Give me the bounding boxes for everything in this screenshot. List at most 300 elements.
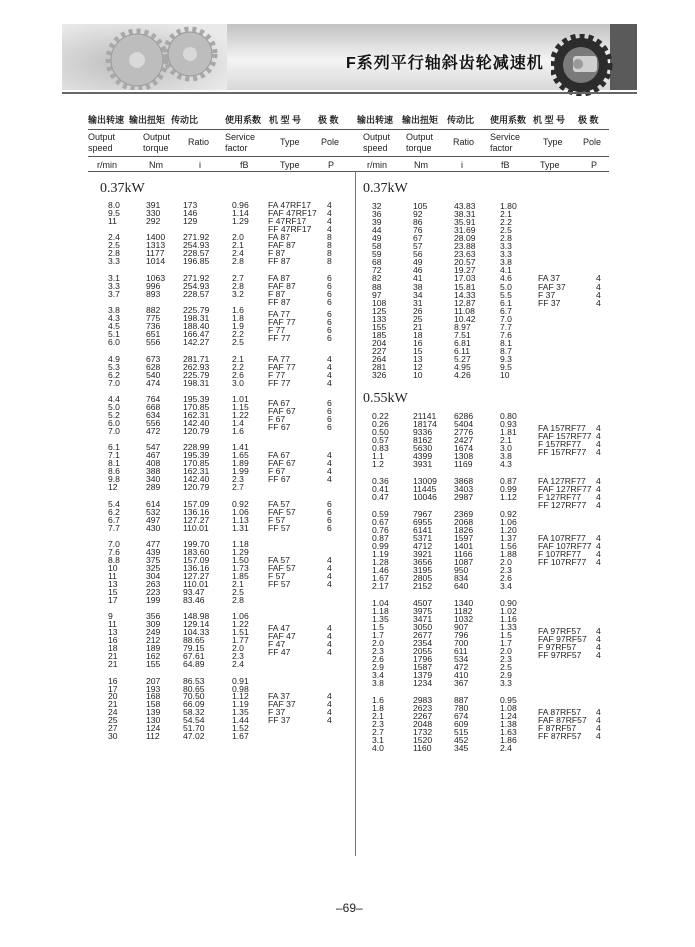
type-cell: FF 87RF57 <box>538 731 582 742</box>
pole-cell: 6 <box>327 514 332 525</box>
table-cell: 38.31 <box>454 209 476 220</box>
table-cell: 11.08 <box>454 305 475 316</box>
table-cell: 97 <box>372 289 382 300</box>
type-cell: FAF 127RF77 <box>538 484 592 495</box>
table-cell: 2.5 <box>232 586 244 597</box>
table-cell: 0.92 <box>232 498 249 509</box>
table-cell: 5.0 <box>108 402 120 412</box>
type-cell: FA 97RF57 <box>538 626 581 637</box>
header-en-type: Type <box>280 137 300 147</box>
table-cell: 23.63 <box>454 249 476 260</box>
table-cell: 136.16 <box>183 562 210 573</box>
pole-cell: 6 <box>327 421 332 432</box>
table-cell: 17 <box>108 683 118 694</box>
table-cell: 3656 <box>413 557 433 568</box>
table-cell: 146 <box>183 207 198 218</box>
pole-cell: 4 <box>327 623 332 634</box>
table-cell: 49 <box>413 257 423 268</box>
table-cell: 2.2 <box>232 361 244 372</box>
table-cell: 11445 <box>413 484 437 495</box>
table-cell: 2.1 <box>232 578 244 589</box>
pole-cell: 6 <box>327 405 332 416</box>
table-cell: 736 <box>146 321 161 332</box>
table-cell: 0.99 <box>372 541 389 551</box>
table-cell: 4.0 <box>372 743 384 754</box>
type-cell: FAF 87RF57 <box>538 715 587 726</box>
pole-cell: 4 <box>327 647 332 658</box>
pole-cell: 4 <box>596 273 601 284</box>
table-cell: 7.7 <box>500 321 512 332</box>
pole-cell: 4 <box>327 223 332 234</box>
section-power-title: 0.37kW <box>363 181 408 196</box>
table-cell: 547 <box>146 442 161 453</box>
table-cell: 3.4 <box>372 670 384 681</box>
table-cell: 199.70 <box>183 539 210 550</box>
header-cn-pole: 极 数 <box>578 115 599 125</box>
table-cell: 9336 <box>413 427 433 438</box>
table-cell: 7.0 <box>108 539 120 550</box>
type-cell: F 87 <box>268 248 286 259</box>
table-cell: 2.7 <box>232 272 244 283</box>
pole-cell: 4 <box>596 650 601 661</box>
table-cell: 340 <box>146 474 161 485</box>
table-cell: 31.69 <box>454 225 476 236</box>
table-cell: 887 <box>454 695 469 706</box>
table-cell: 18 <box>108 643 118 654</box>
table-cell: 2.3 <box>372 719 384 730</box>
table-cell: 1.14 <box>232 207 249 218</box>
table-cell: 430 <box>146 522 161 533</box>
table-cell: 893 <box>146 288 161 299</box>
table-cell: 1014 <box>146 256 166 267</box>
table-cell: 7.0 <box>108 377 120 388</box>
type-cell: FF 97RF57 <box>538 650 582 661</box>
table-cell: 136.16 <box>183 506 210 517</box>
table-cell: 228.99 <box>183 442 210 453</box>
table-cell: 130 <box>146 715 161 726</box>
header-cn-ratio: 传动比 <box>171 115 199 125</box>
type-cell: FA 107RF77 <box>538 532 586 543</box>
table-cell: 1.24 <box>500 711 517 722</box>
table-cell: 1.31 <box>232 522 249 533</box>
table-cell: 110.01 <box>183 578 209 589</box>
table-cell: 5371 <box>413 532 433 543</box>
type-cell: FAF 47 <box>268 631 296 642</box>
table-cell: 673 <box>146 353 161 364</box>
pole-cell: 4 <box>327 450 332 461</box>
pole-cell: 8 <box>327 240 332 251</box>
table-cell: 129 <box>183 215 198 226</box>
table-cell: 120.79 <box>183 425 210 436</box>
type-cell: FF 127RF77 <box>538 500 587 511</box>
table-cell: 775 <box>146 313 161 324</box>
type-cell: F 37 <box>268 707 286 718</box>
table-cell: 2.7 <box>372 727 384 738</box>
table-cell: 2.1 <box>232 353 244 364</box>
table-cell: 24 <box>108 707 118 718</box>
table-cell: 1.19 <box>232 699 249 710</box>
table-cell: 15.81 <box>454 281 476 292</box>
type-cell: F 37 <box>538 289 556 300</box>
table-cell: 7.6 <box>108 547 120 558</box>
type-cell: FF 67 <box>268 421 291 432</box>
type-cell: F 47 <box>268 639 286 650</box>
type-cell: FAF 107RF77 <box>538 541 592 551</box>
table-cell: 3.1 <box>108 272 120 283</box>
table-cell: 108 <box>372 297 387 308</box>
table-cell: 142.40 <box>183 474 210 485</box>
table-cell: 7.51 <box>454 329 471 340</box>
table-cell: 2354 <box>413 638 433 649</box>
table-cell: 614 <box>146 498 161 509</box>
table-cell: 1.06 <box>232 611 249 622</box>
table-cell: 292 <box>146 215 161 226</box>
table-cell: 1.5 <box>500 630 512 641</box>
table-cell: 2.0 <box>500 557 512 568</box>
table-cell: 7967 <box>413 508 433 519</box>
table-cell: 16 <box>108 675 118 686</box>
table-cell: 0.96 <box>232 200 249 210</box>
type-cell: FF 37 <box>268 715 291 726</box>
table-cell: 198.31 <box>183 313 210 324</box>
table-cell: 1.65 <box>232 450 249 461</box>
table-cell: 1.89 <box>232 458 249 469</box>
table-cell: 21 <box>108 651 118 662</box>
table-cell: 1313 <box>146 240 166 251</box>
table-cell: 556 <box>146 417 161 428</box>
table-cell: 12 <box>108 482 118 493</box>
table-cell: 1.38 <box>500 719 517 730</box>
table-cell: 1340 <box>454 597 474 608</box>
table-cell: 2.0 <box>372 638 384 649</box>
table-cell: 64.89 <box>183 659 205 669</box>
table-cell: 2.8 <box>232 256 244 267</box>
header-unit-speed: r/min <box>367 160 387 170</box>
type-cell: FAF 57 <box>268 506 296 517</box>
table-cell: 1597 <box>454 532 474 543</box>
table-cell: 609 <box>454 719 469 730</box>
header-cn-speed: 输出转速 <box>357 115 394 125</box>
table-cell: 3.1 <box>372 735 384 746</box>
table-cell: 0.22 <box>372 411 389 422</box>
type-cell: FAF 97RF57 <box>538 634 587 645</box>
table-cell: 2.9 <box>372 662 384 673</box>
table-cell: 1.06 <box>232 506 249 517</box>
header-en-factor: Service factor <box>225 132 256 153</box>
table-cell: 651 <box>146 329 161 340</box>
type-cell: FA 87 <box>268 232 290 243</box>
table-cell: 3050 <box>413 622 433 633</box>
type-cell: F 77 <box>268 369 286 380</box>
type-cell: FAF 87 <box>268 240 296 251</box>
table-cell: 20 <box>108 691 118 702</box>
table-cell: 124 <box>146 723 161 734</box>
table-cell: 668 <box>146 402 161 412</box>
table-cell: 54.54 <box>183 715 205 726</box>
header-cn-speed: 输出转速 <box>88 115 125 125</box>
table-cell: 1.6 <box>372 695 384 706</box>
type-cell: FAF 57 <box>268 562 296 573</box>
header-cn-torque: 输出扭矩 <box>129 115 166 125</box>
pole-cell: 8 <box>327 248 332 259</box>
table-cell: 35.91 <box>454 217 476 228</box>
table-cell: 49 <box>372 233 382 244</box>
table-cell: 59 <box>372 249 382 260</box>
table-cell: 196.85 <box>183 256 210 267</box>
table-cell: 1.35 <box>232 707 249 718</box>
table-cell: 6.81 <box>454 337 471 348</box>
table-cell: 1.4 <box>232 417 244 428</box>
table-cell: 700 <box>454 638 469 649</box>
table-cell: 16 <box>108 635 118 646</box>
table-cell: 13 <box>108 627 118 638</box>
pole-cell: 6 <box>327 398 332 409</box>
table-cell: 477 <box>146 539 161 550</box>
table-cell: 1.1 <box>372 451 384 462</box>
table-cell: 1.6 <box>232 425 244 436</box>
pole-cell: 4 <box>596 484 601 495</box>
table-cell: 10 <box>108 562 118 573</box>
table-cell: 2.0 <box>232 232 244 243</box>
table-cell: 2.3 <box>232 651 244 662</box>
type-cell: FA 47RF17 <box>268 200 311 210</box>
pole-cell: 4 <box>327 631 332 642</box>
type-cell: FF 37 <box>538 297 561 308</box>
pole-cell: 8 <box>327 256 332 267</box>
header-en-pole: Pole <box>321 137 340 147</box>
table-cell: 32 <box>372 201 382 211</box>
table-cell: 834 <box>454 573 469 584</box>
header-en-torque: Output torque <box>143 132 171 153</box>
table-cell: 3931 <box>413 459 433 470</box>
pole-cell: 4 <box>327 715 332 726</box>
table-cell: 6.1 <box>500 297 512 308</box>
pole-cell: 6 <box>327 506 332 517</box>
table-cell: 79.15 <box>183 643 205 654</box>
header-en-torque: Output torque <box>406 132 434 153</box>
pole-cell: 4 <box>596 723 601 734</box>
table-cell: 0.90 <box>500 597 517 608</box>
table-cell: 540 <box>146 369 161 380</box>
pole-cell: 4 <box>327 361 332 372</box>
table-cell: 16 <box>413 337 423 348</box>
pole-cell: 6 <box>327 280 332 291</box>
type-cell: FAF 157RF77 <box>538 431 592 442</box>
table-cell: 2.1 <box>500 209 512 220</box>
table-cell: 3.3 <box>108 280 120 291</box>
table-cell: 11 <box>108 619 117 630</box>
pole-cell: 6 <box>327 498 332 509</box>
table-cell: 0.87 <box>372 532 389 543</box>
table-cell: 0.26 <box>372 419 389 430</box>
table-cell: 439 <box>146 547 161 558</box>
table-cell: 1.52 <box>232 723 249 734</box>
table-cell: 129.14 <box>183 619 210 630</box>
pole-cell: 4 <box>327 353 332 364</box>
type-cell: FA 67 <box>268 450 290 461</box>
table-cell: 1.85 <box>232 570 249 581</box>
pole-cell: 4 <box>327 570 332 581</box>
header-en-ratio: Ratio <box>453 137 475 147</box>
table-cell: 0.50 <box>372 427 389 438</box>
table-cell: 8.97 <box>454 321 471 332</box>
table-cell: 289 <box>146 482 161 493</box>
table-cell: 67 <box>413 233 423 244</box>
table-cell: 18174 <box>413 419 437 430</box>
table-cell: 1.29 <box>232 215 249 226</box>
table-cell: 3.4 <box>500 581 512 592</box>
pole-cell: 4 <box>327 200 332 210</box>
header-unit-torque: Nm <box>414 160 428 170</box>
table-cell: 41 <box>413 273 423 284</box>
table-cell: 1234 <box>413 678 433 689</box>
table-cell: 0.59 <box>372 508 389 519</box>
header-cn-type: 机 型 号 <box>269 115 302 125</box>
table-cell: 8.7 <box>500 345 512 356</box>
type-cell: FA 77 <box>268 353 290 364</box>
table-cell: 86 <box>413 217 423 228</box>
table-cell: 1.04 <box>372 597 389 608</box>
table-cell: 1.80 <box>500 201 517 211</box>
table-cell: 1.6 <box>232 305 244 316</box>
header-en-type: Type <box>543 137 563 147</box>
table-cell: 2776 <box>454 427 474 438</box>
table-cell: 281 <box>372 362 387 372</box>
table-cell: 27 <box>108 723 118 734</box>
header-en-speed: Output speed <box>88 132 116 153</box>
header-cn-factor: 使用系数 <box>225 115 262 125</box>
table-cell: 2.5 <box>232 337 244 348</box>
table-cell: 56 <box>413 249 423 260</box>
table-cell: 2369 <box>454 508 474 519</box>
table-cell: 262.93 <box>183 361 210 372</box>
table-cell: 1796 <box>413 654 433 665</box>
table-cell: 1.20 <box>500 524 517 535</box>
table-cell: 2.17 <box>372 581 389 592</box>
table-cell: 21 <box>413 321 423 332</box>
table-cell: 7.1 <box>108 450 120 461</box>
pole-cell: 4 <box>596 707 601 718</box>
table-cell: 10046 <box>413 492 437 503</box>
table-cell: 2.6 <box>372 654 384 665</box>
table-cell: 47.02 <box>183 731 205 742</box>
table-cell: 796 <box>454 630 469 641</box>
table-cell: 0.91 <box>232 675 249 686</box>
pole-cell: 4 <box>596 634 601 645</box>
table-cell: 2.8 <box>232 594 244 605</box>
type-cell: FA 67 <box>268 398 290 409</box>
pole-cell: 6 <box>327 413 332 424</box>
header-divider <box>88 171 609 172</box>
table-cell: 120.79 <box>183 482 210 493</box>
table-cell: 1087 <box>454 557 474 568</box>
table-cell: 3.3 <box>500 249 512 260</box>
table-cell: 2.3 <box>500 565 512 576</box>
table-cell: 28.09 <box>454 233 476 244</box>
header-divider <box>88 129 609 130</box>
table-cell: 12 <box>413 362 423 372</box>
table-cell: 142.27 <box>183 337 210 348</box>
table-cell: 1.15 <box>232 402 249 412</box>
table-cell: 326 <box>372 370 387 381</box>
table-cell: 556 <box>146 337 161 348</box>
table-cell: 17.03 <box>454 273 476 284</box>
table-cell: 198.31 <box>183 377 210 388</box>
table-cell: 1.7 <box>500 638 512 649</box>
table-cell: 2623 <box>413 703 433 714</box>
table-cell: 391 <box>146 200 161 210</box>
table-cell: 10 <box>413 370 423 381</box>
table-cell: 330 <box>146 207 161 218</box>
table-cell: 1032 <box>454 614 474 624</box>
table-cell: 1169 <box>454 459 473 470</box>
table-cell: 0.83 <box>372 443 389 454</box>
table-cell: 127.27 <box>183 570 210 581</box>
table-cell: 0.41 <box>372 484 389 495</box>
table-cell: 0.57 <box>372 435 389 446</box>
table-cell: 1308 <box>454 451 474 462</box>
table-cell: 254.93 <box>183 280 210 291</box>
table-cell: 20.57 <box>454 257 476 268</box>
table-cell: 10 <box>500 370 510 381</box>
table-cell: 1.13 <box>232 514 249 525</box>
type-cell: FF 77 <box>268 377 291 388</box>
type-cell: FAF 37 <box>538 281 566 292</box>
table-cell: 30 <box>108 731 118 742</box>
table-cell: 199 <box>146 594 161 605</box>
table-cell: 628 <box>146 361 161 372</box>
header-rule <box>62 92 637 94</box>
type-cell: F 87 <box>268 288 286 299</box>
table-cell: 1177 <box>146 248 165 259</box>
table-cell: 2.3 <box>500 654 512 665</box>
table-cell: 162.31 <box>183 466 210 477</box>
pole-cell: 4 <box>596 626 601 637</box>
type-cell: FF 87 <box>268 256 291 267</box>
table-cell: 3195 <box>413 565 433 576</box>
table-cell: 6.1 <box>108 442 120 453</box>
table-cell: 410 <box>454 670 469 681</box>
table-cell: 2152 <box>413 581 433 592</box>
type-cell: FF 157RF77 <box>538 447 587 458</box>
table-cell: 3975 <box>413 605 433 616</box>
table-cell: 472 <box>146 425 161 436</box>
table-cell: 9 <box>108 611 113 622</box>
table-cell: 474 <box>146 377 161 388</box>
table-cell: 1.46 <box>372 565 389 576</box>
table-cell: 188.40 <box>183 321 210 332</box>
table-cell: 3403 <box>454 484 474 495</box>
table-cell: 3.8 <box>372 678 384 689</box>
pole-cell: 4 <box>327 377 332 388</box>
type-cell: F 77 <box>268 325 286 336</box>
table-cell: 1.18 <box>372 605 389 616</box>
table-cell: 882 <box>146 305 161 316</box>
pole-cell: 6 <box>327 272 332 283</box>
table-cell: 8.0 <box>108 200 120 210</box>
pole-cell: 4 <box>596 431 601 442</box>
table-cell: 13 <box>413 353 423 364</box>
table-cell: 304 <box>146 570 161 581</box>
table-cell: 3.2 <box>232 288 244 299</box>
table-cell: 125 <box>372 305 387 316</box>
table-cell: 6.7 <box>108 514 120 525</box>
table-cell: 780 <box>454 703 469 714</box>
table-cell: 139 <box>146 707 161 718</box>
table-cell: 173 <box>183 200 198 210</box>
table-cell: 325 <box>146 562 161 573</box>
table-cell: 1.29 <box>232 547 249 558</box>
